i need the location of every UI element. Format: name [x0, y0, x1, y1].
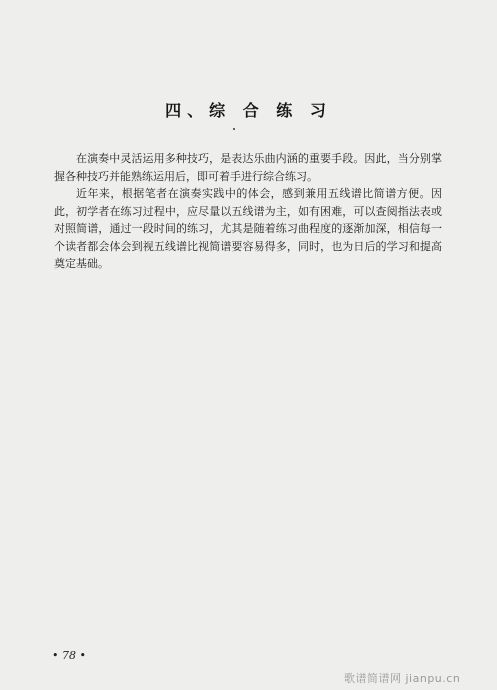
- paragraph-2: 近年来，根据笔者在演奏实践中的体会，感到兼用五线谱比简谱方便。因此，初学者在练习过程中，应尽量以五线谱为主，如有困难，可以查阅指法表或对照简谱，通过一段时间的练习，尤其是随着练习曲程度的逐渐加深，相信每一个读者都会体会到视五线谱比视简谱要容易得多，同时，也为日后的学习和提高奠定基础。: [54, 187, 442, 270]
- ink-dot: [233, 128, 235, 130]
- page-number: • 78 •: [52, 649, 86, 662]
- paragraph-1: 在演奏中灵活运用多种技巧，是表达乐曲内涵的重要手段。因此，当分别掌握各种技巧并能熟练运用后，即可着手进行综合练习。: [54, 152, 442, 183]
- body-text: [54, 150, 442, 273]
- site-watermark: 歌谱简谱网 jianpu.cn: [344, 672, 461, 685]
- section-heading: 四、综 合 练 习: [165, 101, 332, 120]
